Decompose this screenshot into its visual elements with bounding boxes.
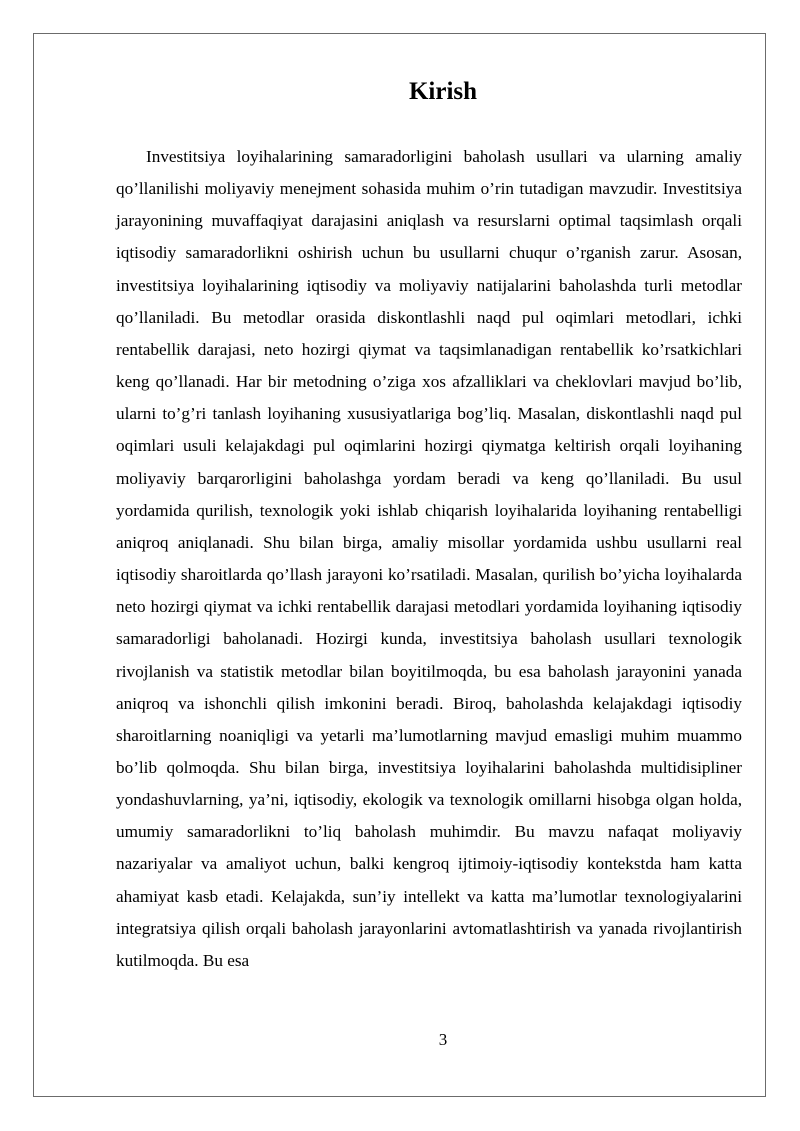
body-paragraph: Investitsiya loyihalarining samaradorligini baholash usullari va ularning amaliy qo’llanilishi moliyaviy menejment sohasida muhim o’rin tutadigan mavzudir. Investitsiya jarayonining muvaffaqiyat darajasini aniqlash va resurslarni optimal taqsimlash orqali iqtisodiy samaradorlikni oshirish uchun bu usullarni chuqur o’rganish zarur. Asosan, investitsiya loyihalarining iqtisodiy va moliyaviy natijalarini baholashda turli metodlar qo’llaniladi. Bu metodlar orasida diskontlashli naqd pul oqimlari metodlari, ichki rentabellik darajasi, neto hozirgi qiymat va taqsimlanadigan rentabellik ko’rsatkichlari keng qo’llanadi. Har bir metodning o’ziga xos afzalliklari va cheklovlari mavjud bo’lib, ularni to’g’ri tanlash loyihaning xususiyatlariga bog’liq. Masalan, diskontlashli naqd pul oqimlari usuli kelajakdagi pul oqimlarini hozirgi qiymatga keltirish orqali loyihaning moliyaviy barqarorligini baholashga yordam beradi va keng qo’llaniladi. Bu usul yordamida qurilish, texnologik yoki ishlab chiqarish loyihalarida loyihaning rentabelligi aniqroq aniqlanadi. Shu bilan birga, amaliy misollar yordamida ushbu usullarni real iqtisodiy sharoitlarda qo’llash jarayoni ko’rsatiladi. Masalan, qurilish bo’yicha loyihalarda neto hozirgi qiymat va ichki rentabellik darajasi metodlari yordamida loyihaning iqtisodiy samaradorligi baholanadi. Hozirgi kunda, investitsiya baholash usullari texnologik rivojlanish va statistik metodlar bilan boyitilmoqda, bu esa baholash jarayonini yanada aniqroq va ishonchli qilish imkonini beradi. Biroq, baholashda kelajakdagi iqtisodiy sharoitlarning noaniqligi va yetarli ma’lumotlarning mavjud emasligi muhim muammo bo’lib qolmoqda. Shu bilan birga, investitsiya loyihalarini baholashda multidisipliner yondashuvlarning, ya’ni, iqtisodiy, ekologik va texnologik omillarni hisobga olgan holda, umumiy samaradorlikni to’liq baholash muhimdir. Bu mavzu nafaqat moliyaviy nazariyalar va amaliyot uchun, balki kengroq ijtimoiy-iqtisodiy kontekstda ham katta ahamiyat kasb etadi. Kelajakda, sun’iy intellekt va katta ma’lumotlar texnologiyalarini integratsiya qilish orqali baholash jarayonlarini avtomatlashtirish va yanada rivojlantirish kutilmoqda. Bu esa [116,147,742,970]
page-title: Kirish [408,78,478,105]
page-number: 3 [438,1030,448,1049]
